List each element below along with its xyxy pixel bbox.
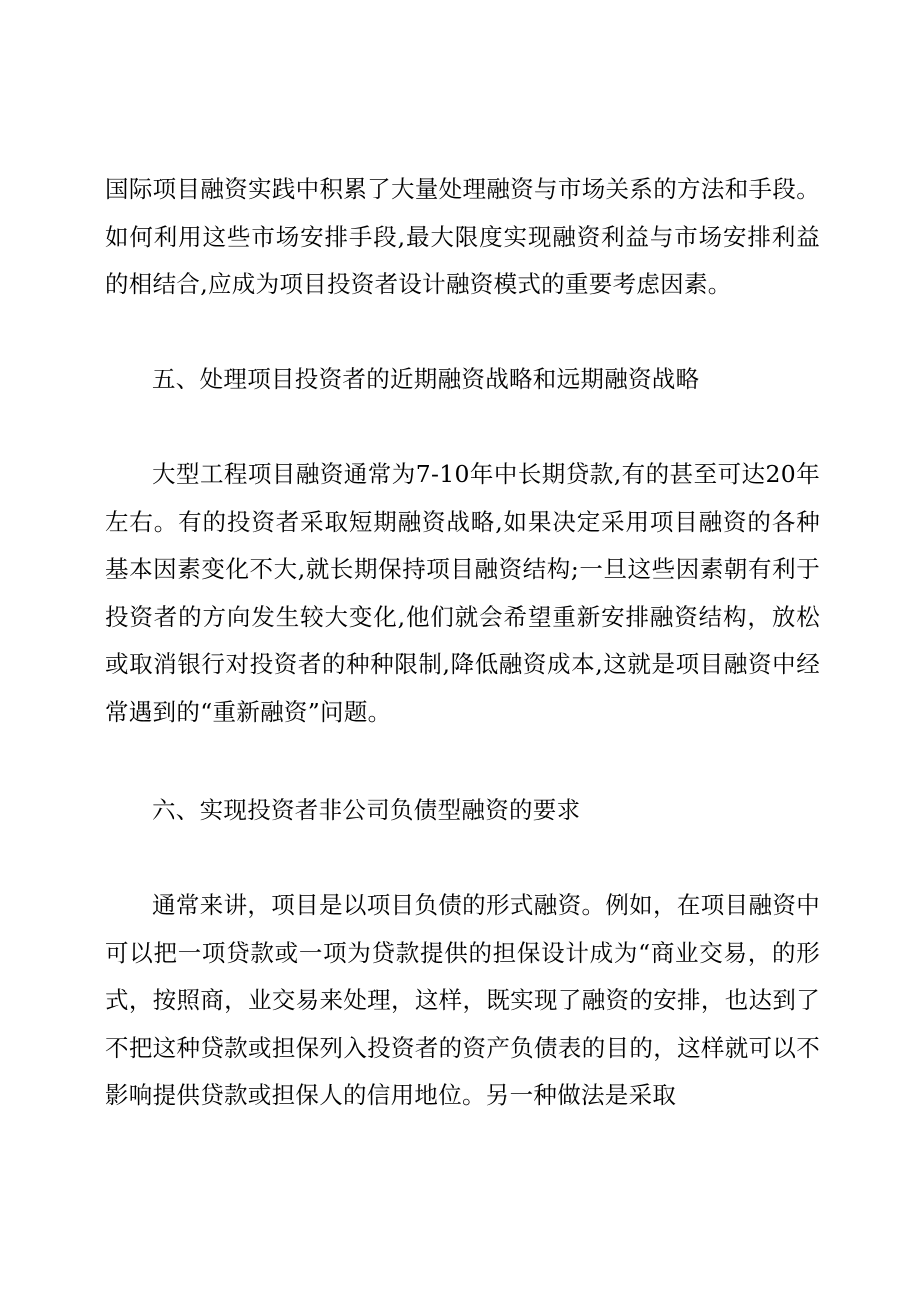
paragraph-off-balance-sheet: 通常来讲，项目是以项目负债的形式融资。例如，在项目融资中可以把一项贷款或一项为贷款提供的担保设计成为“商业交易，的形式，按照商，业交易来处理，这样，既实现了融资的安排，也达到了不把这种贷款或担保列入投资者的资产负债表的目的，这样就可以不影响提供贷款或担保人的信用地位。另一种做法是采取 xyxy=(105,891,820,1109)
paragraph-market-arrangement: 国际项目融资实践中积累了大量处理融资与市场关系的方法和手段。如何利用这些市场安排手段,最大限度实现融资利益与市场安排利益的相结合,应成为项目投资者设计融资模式的重要考虑因素。 xyxy=(105,175,820,298)
paragraph-refinancing: 大型工程项目融资通常为7-10年中长期贷款,有的甚至可达20年左右。有的投资者采取短期融资战略,如果决定采用项目融资的各种基本因素变化不大,就长期保持项目融资结构;一旦这些因素朝有利于投资者的方向发生较大变化,他们就会希望重新安排融资结构，放松或取消银行对投资者的种种限制,降低融资成本,这就是项目融资中经常遇到的“重新融资”问题。 xyxy=(105,460,820,726)
section-heading-5: 五、处理项目投资者的近期融资战略和远期融资战略 xyxy=(152,365,700,393)
section-heading-6: 六、实现投资者非公司负债型融资的要求 xyxy=(152,796,581,824)
